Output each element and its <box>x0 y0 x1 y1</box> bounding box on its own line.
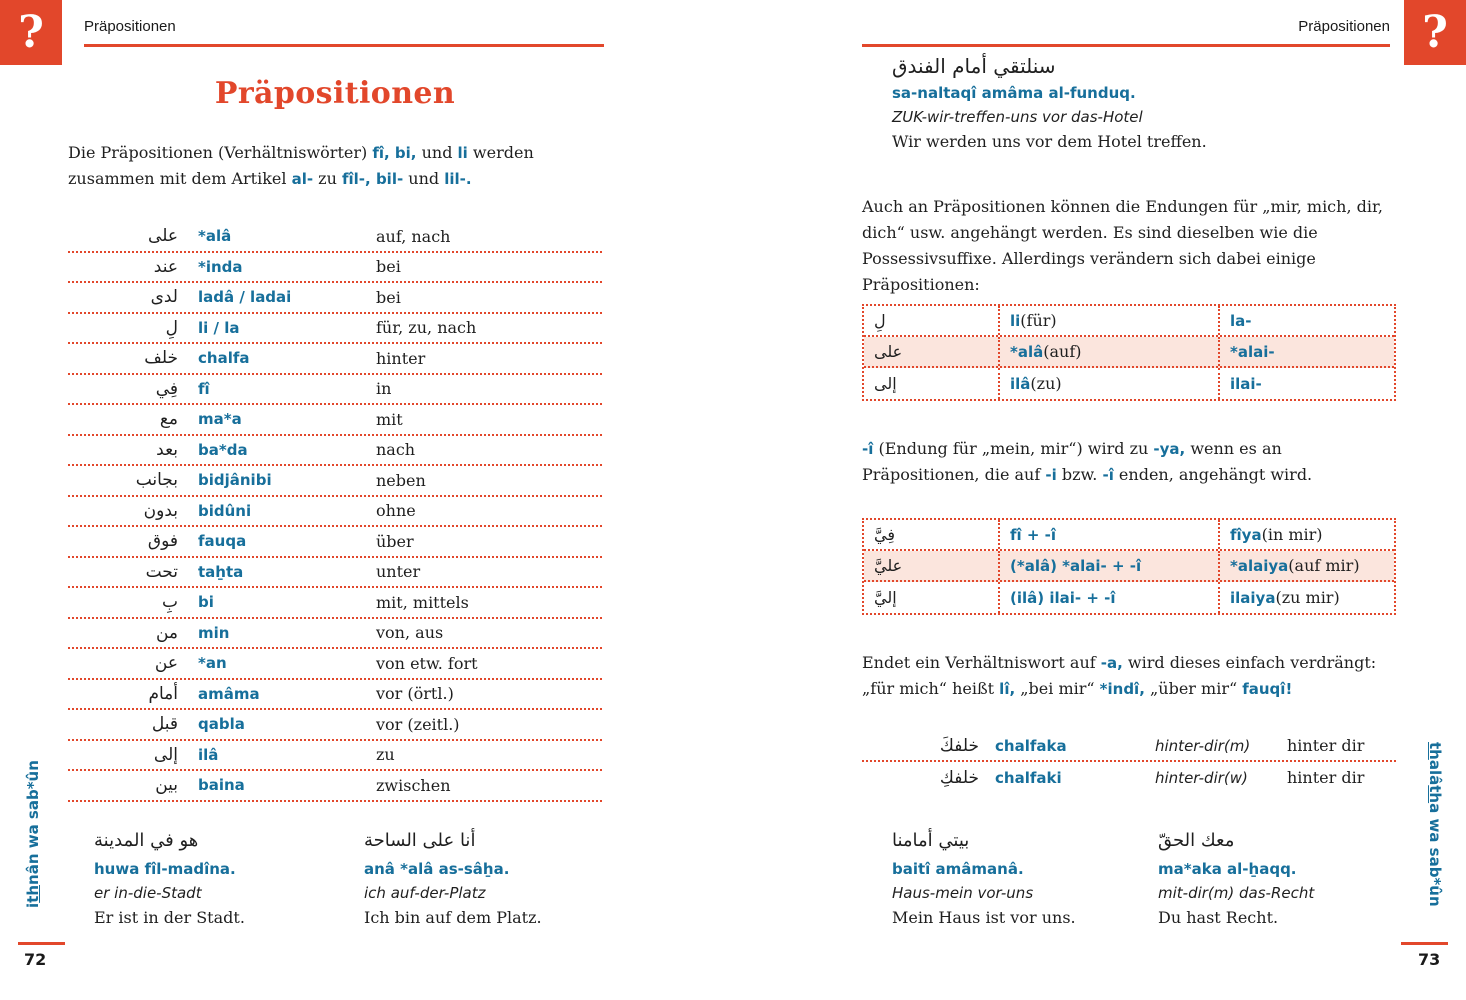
example-arabic: معك الحقّ <box>1158 830 1235 851</box>
vocab-german: mit, mittels <box>376 592 469 612</box>
vocab-arabic: على <box>148 226 178 247</box>
vocab-german: neben <box>376 470 426 490</box>
cell-suffix-form: la- <box>1218 306 1394 335</box>
vocab-arabic: عند <box>153 256 178 277</box>
vocab-german: von, aus <box>376 623 444 643</box>
vocab-row <box>68 253 602 284</box>
vocab-transliteration: bidûni <box>198 501 252 520</box>
vocab-transliteration: taẖta <box>198 562 244 581</box>
example-transliteration: ma*aka al-ẖaqq. <box>1158 860 1297 878</box>
vocab-transliteration: ba*da <box>198 440 248 459</box>
vocab-transliteration: bi <box>198 593 214 612</box>
page-right <box>733 0 1466 1000</box>
example-german: Mein Haus ist vor uns. <box>892 908 1076 927</box>
example-transliteration: baitî amâmanâ. <box>892 860 1024 878</box>
vocab-arabic: بِ <box>161 592 178 613</box>
vocab-arabic: عن <box>154 653 178 674</box>
cell-arabic: على <box>874 342 903 361</box>
vocab-german: bei <box>376 287 401 307</box>
vocab-transliteration: ma*a <box>198 410 242 429</box>
vocab-row <box>68 436 602 467</box>
example-transliteration: anâ *alâ as-sâẖa. <box>364 860 510 878</box>
vocab-german: bei <box>376 257 401 277</box>
vocab-row <box>68 344 602 375</box>
cell-suffix-form: ilaiya (zu mir) <box>1218 582 1394 613</box>
vocab-transliteration: chalfa <box>198 349 250 368</box>
example-german: Du hast Recht. <box>1158 908 1279 927</box>
example-gloss: mit-dir(m) das-Recht <box>1158 884 1315 902</box>
cell-arabic: إليَّ <box>874 588 897 607</box>
vocab-transliteration: ilâ <box>198 745 219 764</box>
vocab-arabic: خلف <box>144 348 178 369</box>
vocab-transliteration: *an <box>198 654 227 673</box>
running-header: Präpositionen <box>84 18 176 35</box>
vocab-arabic: قبل <box>151 714 178 735</box>
vocab-arabic: إلى <box>153 744 178 765</box>
cell-base-form: *alâ (auf) <box>998 337 1218 366</box>
header-rule <box>862 44 1390 47</box>
vocab-german: vor (zeitl.) <box>376 714 460 734</box>
example-gloss: er in-die-Stadt <box>94 884 202 902</box>
vocab-row <box>68 710 602 741</box>
example-arabic: هو في المدينة <box>94 830 199 851</box>
vocab-arabic: من <box>155 622 178 643</box>
cell-suffix-form: *alai- <box>1218 337 1394 366</box>
vocab-row <box>68 771 602 802</box>
cell-transliteration: chalfaka <box>995 736 1067 755</box>
example-sentence <box>1158 830 1413 927</box>
vocab-arabic: فوق <box>147 531 178 552</box>
table-row <box>864 368 1394 399</box>
example-sentence <box>892 830 1147 927</box>
vocab-transliteration: bidjânibi <box>198 471 272 490</box>
vocab-row <box>68 497 602 528</box>
example-sentence <box>94 830 349 927</box>
vocab-transliteration: min <box>198 623 230 642</box>
vocab-german: nach <box>376 440 416 460</box>
table-row <box>862 762 1396 793</box>
suffix-example-table <box>862 731 1396 793</box>
body-paragraph: Endet ein Verhältniswort auf -a, wird dieses einfach verdrängt: „für mich“ heißt lî, „bei mir“ *indî, „über mir“ fauqî! <box>862 653 1377 698</box>
vocab-german: in <box>376 379 392 399</box>
vocab-arabic: بدون <box>143 500 178 521</box>
vocab-row <box>68 649 602 680</box>
vocab-german: vor (örtl.) <box>376 684 454 704</box>
vocab-row <box>68 405 602 436</box>
vocab-transliteration: ladâ / ladai <box>198 288 292 307</box>
vocab-arabic: بجانب <box>135 470 178 491</box>
table-row <box>864 551 1394 582</box>
cell-base-form: ilâ (zu) <box>998 368 1218 399</box>
body-paragraph: Auch an Präpositionen können die Endungen für „mir, mich, dir, dich“ usw. angehängt werden. Es sind dieselben wie die Possessivsuffixe. Allerdings verändern sich dabei einige Präpositionen: <box>862 197 1383 294</box>
vocab-german: hinter <box>376 348 426 368</box>
margin-page-word: ithnân wa sab*ûn <box>24 760 42 908</box>
vocab-transliteration: li / la <box>198 318 240 337</box>
vocab-arabic: فِي <box>155 378 178 399</box>
running-header: Präpositionen <box>1298 18 1390 35</box>
example-gloss: ich auf-der-Platz <box>364 884 486 902</box>
vocab-row <box>68 588 602 619</box>
cell-arabic: لِ <box>874 311 886 330</box>
example-german: Wir werden uns vor dem Hotel treffen. <box>892 132 1207 151</box>
example-transliteration: huwa fîl-madîna. <box>94 860 236 878</box>
vocab-transliteration: fî <box>198 379 210 398</box>
table-row <box>864 306 1394 337</box>
vocab-transliteration: amâma <box>198 684 260 703</box>
cell-base-form: (*alâ) *alai- + -î <box>998 551 1218 580</box>
cell-base-form: li (für) <box>998 306 1218 335</box>
vocab-german: zwischen <box>376 775 451 795</box>
body-paragraph: -î (Endung für „mein, mir“) wird zu -ya, wenn es an Präpositionen, die auf -i bzw. -î enden, angehängt wird. <box>862 439 1313 484</box>
example-german: Er ist in der Stadt. <box>94 908 245 927</box>
vocab-german: unter <box>376 562 421 582</box>
cell-arabic: فِيَّ <box>874 525 895 544</box>
page-number: 73 <box>1418 950 1441 969</box>
example-sentence <box>364 830 619 927</box>
example-arabic: بيتي أمامنا <box>892 830 970 851</box>
example-sentence <box>892 54 1362 151</box>
vocab-row <box>68 680 602 711</box>
vocab-german: ohne <box>376 501 416 521</box>
page-number-rule <box>1401 942 1448 945</box>
intro-paragraph: Die Präpositionen (Verhältniswörter) fî, bi, und li werden zusammen mit dem Artikel al- zu fîl-, bil- und lil-. <box>68 143 534 188</box>
vocab-transliteration: baina <box>198 776 245 795</box>
vocab-transliteration: *inda <box>198 257 243 276</box>
vocab-row <box>68 619 602 650</box>
vocab-transliteration: qabla <box>198 715 245 734</box>
question-mark-icon: ? <box>18 7 44 58</box>
cell-arabic: عليَّ <box>874 556 903 575</box>
header-rule <box>84 44 604 47</box>
vocab-german: von etw. fort <box>376 653 478 673</box>
vocab-arabic: أمام <box>148 683 178 704</box>
vocab-row <box>68 375 602 406</box>
vocab-transliteration: *alâ <box>198 227 232 246</box>
vocab-row <box>68 466 602 497</box>
cell-arabic: خلفكَ <box>939 735 979 756</box>
page-number-rule <box>18 942 65 945</box>
example-arabic: سنلتقي أمام الفندق <box>892 54 1056 78</box>
page-title: Präpositionen <box>214 76 456 111</box>
vocab-arabic: تحت <box>145 561 178 582</box>
vocab-german: auf, nach <box>376 226 451 246</box>
chapter-icon-box <box>1404 0 1466 65</box>
table-row <box>864 337 1394 368</box>
cell-suffix-form: *alaiya (auf mir) <box>1218 551 1394 580</box>
table-row <box>864 582 1394 613</box>
page-number: 72 <box>24 950 47 969</box>
cell-transliteration: chalfaki <box>995 768 1062 787</box>
vocab-german: über <box>376 531 414 551</box>
cell-gloss: hinter-dir(w) <box>1155 768 1248 787</box>
table-row <box>864 520 1394 551</box>
margin-page-word: thalâtha wa sab*ûn <box>1426 742 1444 907</box>
vocab-table <box>68 222 602 802</box>
example-german: Ich bin auf dem Platz. <box>364 908 542 927</box>
vocab-arabic: لدى <box>150 287 178 308</box>
table-row <box>862 731 1396 762</box>
chapter-icon-box <box>0 0 62 65</box>
vocab-arabic: مع <box>159 409 178 430</box>
ya-ending-table <box>862 518 1396 615</box>
preposition-suffix-table <box>862 304 1396 401</box>
cell-german: hinter dir <box>1287 768 1365 787</box>
example-transliteration: sa-naltaqî amâma al-funduq. <box>892 84 1136 102</box>
vocab-row <box>68 741 602 772</box>
vocab-row <box>68 558 602 589</box>
cell-arabic: خلفكِ <box>939 767 979 788</box>
example-arabic: أنا على الساحة <box>364 830 476 851</box>
vocab-row <box>68 283 602 314</box>
cell-arabic: إلى <box>874 374 897 393</box>
vocab-arabic: لِ <box>165 317 178 338</box>
vocab-row <box>68 527 602 558</box>
cell-suffix-form: ilai- <box>1218 368 1394 399</box>
example-gloss: ZUK-wir-treffen-uns vor das-Hotel <box>892 108 1143 126</box>
vocab-german: zu <box>376 745 395 765</box>
vocab-german: für, zu, nach <box>376 318 477 338</box>
vocab-arabic: بعد <box>156 439 178 460</box>
vocab-row <box>68 314 602 345</box>
cell-base-form: fî + -î <box>998 520 1218 549</box>
question-mark-icon: ? <box>1422 7 1448 58</box>
example-gloss: Haus-mein vor-uns <box>892 884 1034 902</box>
cell-gloss: hinter-dir(m) <box>1155 736 1251 755</box>
cell-german: hinter dir <box>1287 736 1365 755</box>
vocab-row <box>68 222 602 253</box>
vocab-transliteration: fauqa <box>198 532 247 551</box>
vocab-german: mit <box>376 409 403 429</box>
cell-suffix-form: fîya (in mir) <box>1218 520 1394 549</box>
cell-base-form: (ilâ) ilai- + -î <box>998 582 1218 613</box>
vocab-arabic: بين <box>155 775 178 796</box>
